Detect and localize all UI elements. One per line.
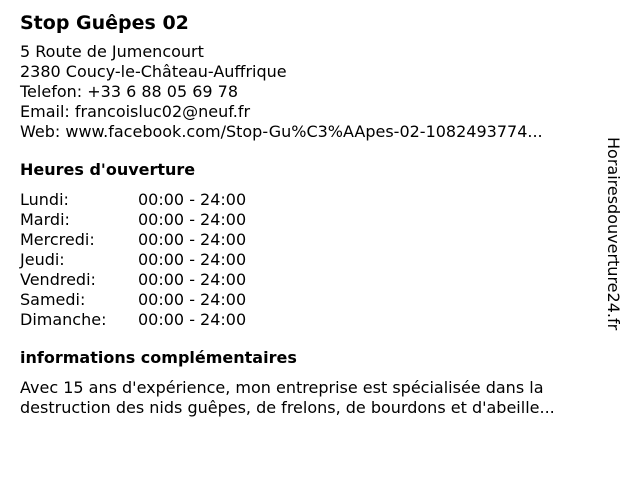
hours-row-wednesday: [20, 230, 610, 250]
day-label: Jeudi:: [20, 250, 65, 269]
day-label: Lundi:: [20, 190, 69, 209]
day-label: Vendredi:: [20, 270, 96, 289]
additional-info-text: Avec 15 ans d'expérience, mon entreprise est spécialisée dans la destruction des nids guêpes, de frelons, de bourdons et d'abeille...: [20, 378, 555, 417]
address-line-2: 2380 Coucy-le-Château-Auffrique: [20, 62, 287, 81]
hours-row-saturday: [20, 290, 610, 310]
email-line: Email: francoisluc02@neuf.fr: [20, 102, 251, 121]
time-range: 00:00 - 24:00: [138, 210, 247, 229]
opening-hours-heading: Heures d'ouverture: [20, 160, 196, 179]
contact-block: [20, 42, 610, 142]
opening-hours-table: [20, 190, 610, 330]
day-label: Mardi:: [20, 210, 70, 229]
business-card: [20, 10, 610, 418]
time-range: 00:00 - 24:00: [138, 190, 247, 209]
hours-row-thursday: [20, 250, 610, 270]
time-range: 00:00 - 24:00: [138, 230, 247, 249]
address-line-1: 5 Route de Jumencourt: [20, 42, 204, 61]
additional-info-heading: informations complémentaires: [20, 348, 297, 367]
time-range: 00:00 - 24:00: [138, 270, 247, 289]
hours-row-tuesday: [20, 210, 610, 230]
business-name: Stop Guêpes 02: [20, 12, 189, 34]
hours-row-sunday: [20, 310, 610, 330]
day-label: Dimanche:: [20, 310, 107, 329]
hours-row-monday: [20, 190, 610, 210]
vertical-brand-text: Horairesdouverture24.fr: [604, 137, 623, 331]
web-line: Web: www.facebook.com/Stop-Gu%C3%AApes-02-1082493774...: [20, 122, 543, 141]
phone-line: Telefon: +33 6 88 05 69 78: [20, 82, 239, 101]
time-range: 00:00 - 24:00: [138, 250, 247, 269]
time-range: 00:00 - 24:00: [138, 310, 247, 329]
day-label: Mercredi:: [20, 230, 95, 249]
time-range: 00:00 - 24:00: [138, 290, 247, 309]
hours-row-friday: [20, 270, 610, 290]
day-label: Samedi:: [20, 290, 86, 309]
